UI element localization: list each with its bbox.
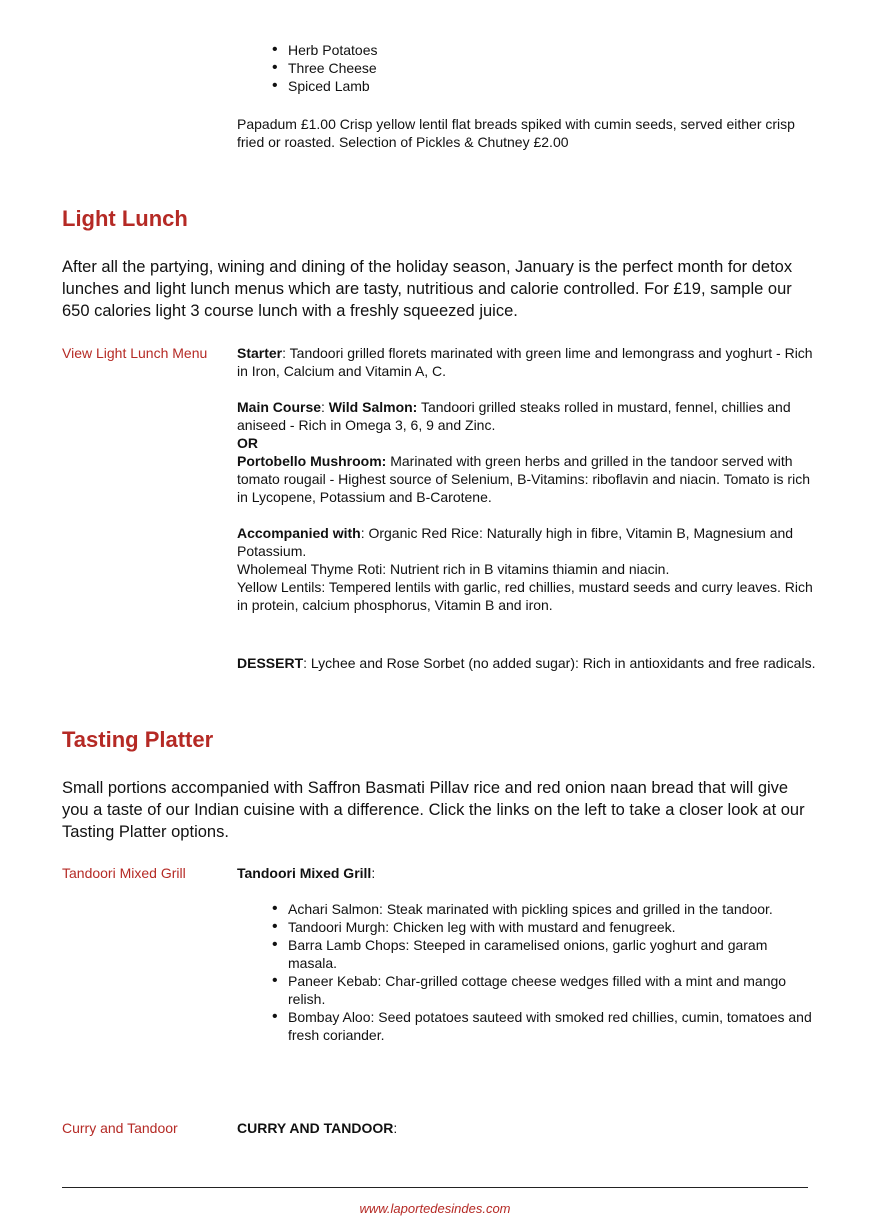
main-course-label: Main Course xyxy=(237,399,322,415)
dessert-label: DESSERT xyxy=(237,655,304,671)
portobello-label: Portobello Mushroom: xyxy=(237,453,387,469)
roti-line: Wholemeal Thyme Roti: Nutrient rich in B vitamins thiamin and niacin. xyxy=(237,561,670,577)
or-label: OR xyxy=(237,435,258,451)
footer-website-link[interactable]: www.laportedesindes.com xyxy=(359,1201,511,1216)
light-lunch-menu xyxy=(237,344,822,614)
dessert-paragraph: DESSERT: Lychee and Rose Sorbet (no added sugar): Rich in antioxidants and free radicals. xyxy=(237,655,816,671)
list-item: • Bombay Aloo: Seed potatoes sauteed with smoked red chillies, cumin, tomatoes and fresh coriander. xyxy=(270,1008,815,1044)
light-lunch-heading: Light Lunch xyxy=(62,206,188,231)
starter-label: Starter xyxy=(237,345,283,361)
list-item: • Achari Salmon: Steak marinated with pickling spices and grilled in the tandoor. xyxy=(270,900,815,918)
papadum-text: Papadum £1.00 Crisp yellow lentil flat breads spiked with cumin seeds, served either crisp fried or roasted. Selection of Pickles & Chutney £2.00 xyxy=(237,116,795,150)
curry-and-tandoor-title: CURRY AND TANDOOR: xyxy=(237,1120,398,1136)
main-course-paragraph: Main Course: Wild Salmon: Tandoori grilled steaks rolled in mustard, fennel, chillies and aniseed - Rich in Omega 3, 6, 9 and Zinc. xyxy=(237,399,791,433)
list-item: • Barra Lamb Chops: Steeped in caramelised onions, garlic yoghurt and garam masala. xyxy=(270,936,815,972)
footer-divider xyxy=(62,1187,808,1188)
list-item: • Three Cheese xyxy=(270,59,670,77)
lentils-line: Yellow Lentils: Tempered lentils with garlic, red chillies, mustard seeds and curry leaves. Rich in protein, calcium phosphorus, Vitamin B and iron. xyxy=(237,579,813,613)
list-item: • Paneer Kebab: Char-grilled cottage cheese wedges filled with a mint and mango relish. xyxy=(270,972,815,1008)
accompanied-label: Accompanied with xyxy=(237,525,361,541)
list-item: • Tandoori Murgh: Chicken leg with with mustard and fenugreek. xyxy=(270,918,815,936)
tasting-platter-heading: Tasting Platter xyxy=(62,727,214,752)
starter-paragraph: Starter: Tandoori grilled florets marinated with green lime and lemongrass and yoghurt - Rich in Iron, Calcium and Vitamin A, C. xyxy=(237,345,813,379)
potato-options-list xyxy=(270,41,670,95)
mixed-grill-list xyxy=(270,900,815,1044)
accompanied-paragraph: Accompanied with: Organic Red Rice: Naturally high in fibre, Vitamin B, Magnesium and Potassium. xyxy=(237,525,794,559)
list-item: • Spiced Lamb xyxy=(270,77,670,95)
portobello-paragraph: Portobello Mushroom: Marinated with green herbs and grilled in the tandoor served with tomato rougail - Highest source of Selenium, B-Vitamins: riboflavin and niacin. Tomato is rich in Lycopene, Potassium and B-Carotene. xyxy=(237,453,810,505)
tandoori-mixed-grill-link[interactable]: Tandoori Mixed Grill xyxy=(62,865,186,881)
list-item: • Herb Potatoes xyxy=(270,41,670,59)
wild-salmon-label: Wild Salmon: xyxy=(328,399,418,415)
light-lunch-intro: After all the partying, wining and dining of the holiday season, January is the perfect month for detox lunches and light lunch menus which are tasty, nutritious and calorie controlled. For £19, sample our 650 calories light 3 course lunch with a freshly squeezed juice. xyxy=(62,258,793,320)
curry-and-tandoor-link[interactable]: Curry and Tandoor xyxy=(62,1120,178,1136)
tandoori-mixed-grill-title: Tandoori Mixed Grill: xyxy=(237,865,376,881)
tasting-platter-intro: Small portions accompanied with Saffron Basmati Pillav rice and red onion naan bread that will give you a taste of our Indian cuisine with a difference. Click the links on the left to take a closer look at our Tasting Platter options. xyxy=(62,779,805,841)
view-light-lunch-menu-link[interactable]: View Light Lunch Menu xyxy=(62,345,208,361)
